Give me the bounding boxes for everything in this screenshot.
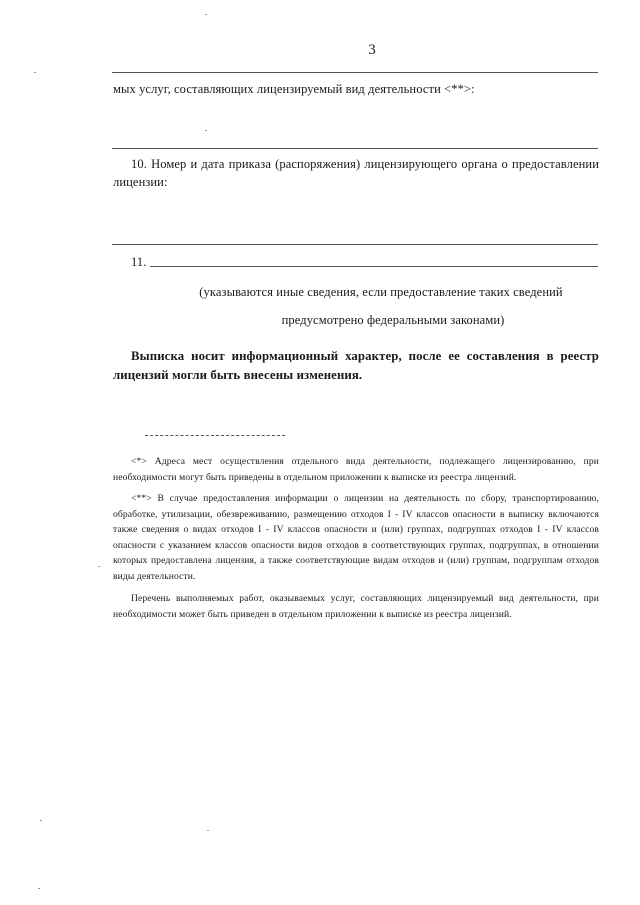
item11-label: 11. bbox=[131, 255, 147, 269]
item9-rule bbox=[112, 148, 598, 149]
scan-speck bbox=[38, 888, 40, 889]
other-info-line1: (указываются иные сведения, если предоставление таких сведений bbox=[199, 285, 563, 299]
scan-speck bbox=[207, 830, 209, 831]
page-number: 3 bbox=[368, 42, 376, 58]
scan-speck bbox=[205, 130, 207, 131]
item10-text: 10. Номер и дата приказа (распоряжения) лицензирующего органа о предоставлении лицензии: bbox=[113, 157, 599, 189]
item10-rule bbox=[112, 244, 598, 245]
item9-continuation: мых услуг, составляющих лицензируемый вид деятельности <**>: bbox=[113, 82, 475, 96]
footnote-2: <**> В случае предоставления информации о лицензии на деятельность по сбору, транспортированию, обработке, утилизации, обезвреживанию, размещению отходов I - IV классов опасности в выписку включаются также сведения о видах отходов I - IV классов опасности и (или) группах, подгруппах отходов I - IV классов опасности с указанием классов опасности видов отходов в соответствующих группах, подгруппах, в отношении которых предоставлена лицензия, а также соответствующие видам отходов и (или) группам, подгруппам отходов виды деятельности. bbox=[113, 493, 599, 582]
top-rule bbox=[112, 72, 598, 73]
scan-speck bbox=[34, 72, 36, 73]
scan-speck bbox=[40, 820, 42, 821]
item11-line bbox=[150, 266, 598, 267]
other-info-line2: предусмотрено федеральными законами) bbox=[281, 313, 505, 327]
footnote-separator bbox=[145, 435, 285, 436]
footnote-1: <*> Адреса мест осуществления отдельного вида деятельности, подлежащего лицензированию, при необходимости могут быть приведены в отдельном приложении к выписке из реестра лицензий. bbox=[113, 456, 599, 483]
footnote-3: Перечень выполняемых работ, оказываемых услуг, составляющих лицензируемый вид деятельности, при необходимости может быть приведен в отдельном приложении к выписке из реестра лицензий. bbox=[113, 593, 599, 620]
scan-speck bbox=[205, 14, 207, 15]
notice-text: Выписка носит информационный характер, после ее составления в реестр лицензий могли быть внесены изменения. bbox=[113, 349, 599, 382]
scan-speck bbox=[98, 566, 100, 567]
